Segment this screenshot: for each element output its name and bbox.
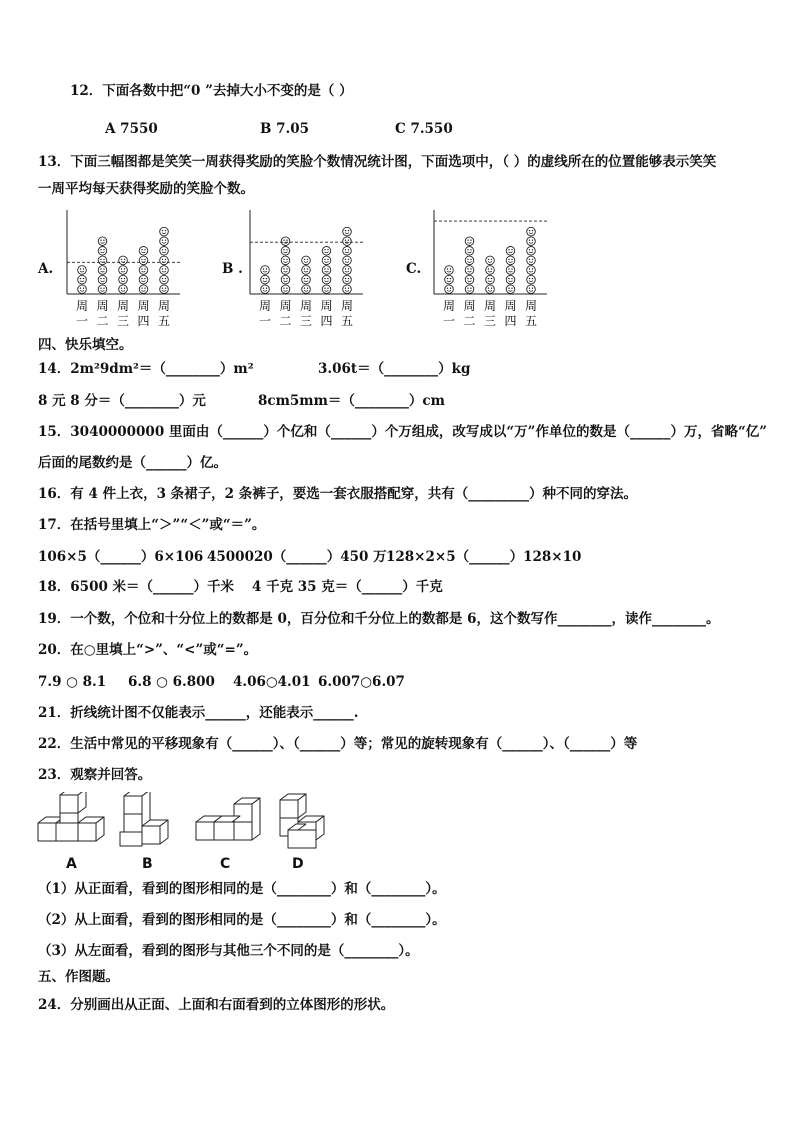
cube-figure-c (196, 798, 260, 840)
tick-label-day-number: 三 (116, 314, 130, 328)
tick-label-day: 周 (483, 299, 497, 313)
tick-label-day: 周 (504, 299, 517, 313)
smiley-face-mark (343, 256, 352, 265)
smiley-face-mark (445, 275, 454, 284)
q15-line1: 15．3040000000 里面由（______）个亿和（______）个万组成，改写成以“万”作单位的数是（______）万，省略“亿” (38, 424, 767, 440)
smiley-face-mark (78, 285, 87, 294)
q14-d: 8cm5mm＝（________）cm (258, 393, 445, 409)
smiley-face-mark (139, 247, 148, 256)
cube-figures (36, 792, 346, 872)
q23-sub3: （3）从左面看，看到的图形与其他三个不同的是（________）。 (38, 943, 419, 959)
smiley-face-mark (322, 256, 331, 265)
section-4-heading: 四、快乐填空。 (38, 337, 133, 353)
smiley-face-mark (281, 237, 290, 246)
q14-c: 8 元 8 分＝（________）元 (38, 393, 206, 409)
smiley-face-mark (98, 256, 107, 265)
smiley-face-mark (98, 266, 107, 275)
tick-label-day-number: 五 (157, 314, 171, 328)
smiley-chart-b (249, 210, 379, 332)
q20-item-4: 6.007○6.07 (318, 674, 405, 690)
smiley-face-mark (119, 266, 128, 275)
smiley-chart-a (66, 210, 196, 332)
smiley-face-mark (281, 266, 290, 275)
q20-item-2: 6.8 ○ 6.800 (128, 674, 215, 690)
smiley-face-mark (322, 266, 331, 275)
smiley-face-mark (160, 256, 169, 265)
smiley-face-mark (281, 256, 290, 265)
tick-label-day: 周 (524, 299, 538, 313)
tick-label-day: 周 (137, 299, 150, 313)
smiley-face-mark (98, 285, 107, 294)
smiley-face-mark (322, 275, 331, 284)
tick-label-day: 周 (320, 299, 333, 313)
smiley-face-mark (445, 285, 454, 294)
smiley-face-mark (486, 285, 495, 294)
tick-label-day: 周 (299, 299, 313, 313)
smiley-face-mark (119, 256, 128, 265)
smiley-face-mark (486, 275, 495, 284)
q13-option-c-label: C. (406, 261, 422, 277)
smiley-face-mark (506, 275, 515, 284)
q18-b: 4 千克 35 克＝（______）千克 (252, 579, 443, 595)
smiley-face-mark (119, 285, 128, 294)
smiley-face-mark (527, 285, 536, 294)
smiley-chart-c (433, 210, 563, 332)
smiley-face-mark (281, 285, 290, 294)
smiley-face-mark (465, 266, 474, 275)
smiley-face-mark (343, 285, 352, 294)
q20-item-1: 7.9 ○ 8.1 (38, 674, 107, 690)
q13-option-a-label: A. (38, 261, 54, 277)
smiley-face-mark (302, 256, 311, 265)
q12-option-c: C 7.550 (395, 121, 453, 137)
smiley-face-mark (302, 266, 311, 275)
tick-label-day: 周 (279, 299, 292, 313)
smiley-face-mark (527, 256, 536, 265)
smiley-face-mark (527, 275, 536, 284)
smiley-face-mark (261, 285, 270, 294)
smiley-face-mark (160, 227, 169, 236)
tick-label-day-number: 二 (96, 314, 109, 328)
smiley-face-mark (527, 247, 536, 256)
smiley-face-mark (98, 237, 107, 246)
tick-label-day: 周 (442, 299, 456, 313)
cube-figure-a (38, 792, 104, 841)
q20-text: 20．在○里填上“>”、“<”或“=”。 (38, 642, 258, 658)
smiley-chart-a-svg (66, 210, 196, 332)
q23-text: 23．观察并回答。 (38, 767, 152, 783)
tick-label-day-number: 四 (504, 314, 517, 328)
q18-a: 18．6500 米＝（______）千米 (38, 579, 235, 595)
q17-item-3: 128×2×5（______）128×10 (386, 549, 582, 565)
smiley-face-mark (139, 285, 148, 294)
cube-figure-b (120, 792, 168, 846)
smiley-face-mark (486, 256, 495, 265)
smiley-face-mark (261, 266, 270, 275)
q23-sub1: （1）从正面看，看到的图形相同的是（________）和（________）。 (38, 881, 446, 897)
smiley-face-mark (343, 275, 352, 284)
tick-label-day: 周 (463, 299, 476, 313)
smiley-face-mark (343, 227, 352, 236)
smiley-face-mark (261, 275, 270, 284)
q22-text: 22．生活中常见的平移现象有（______）、（______）等；常见的旋转现象有（______）、（______）等 (38, 736, 638, 752)
smiley-face-mark (78, 275, 87, 284)
smiley-face-mark (445, 266, 454, 275)
q21-text: 21．折线统计图不仅能表示______，还能表示______. (38, 705, 359, 721)
tick-label-day: 周 (96, 299, 109, 313)
tick-label-day-number: 四 (137, 314, 150, 328)
q15-line2: 后面的尾数约是（______）亿。 (38, 455, 227, 471)
tick-label-day: 周 (157, 299, 171, 313)
smiley-face-mark (465, 247, 474, 256)
tick-label-day: 周 (116, 299, 130, 313)
smiley-chart-c-svg (433, 210, 563, 332)
smiley-face-mark (465, 237, 474, 246)
section-5-heading: 五、作图题。 (38, 969, 119, 985)
smiley-face-mark (527, 237, 536, 246)
smiley-face-mark (160, 237, 169, 246)
q12-option-a: A 7550 (105, 121, 158, 137)
q12-text: 12．下面各数中把“0 ”去掉大小不变的是（ ） (70, 83, 353, 99)
q20-item-3: 4.06○4.01 (233, 674, 311, 690)
q14-b: 3.06t＝（________）kg (318, 361, 471, 377)
tick-label-day-number: 二 (279, 314, 292, 328)
smiley-face-mark (486, 266, 495, 275)
smiley-face-mark (139, 266, 148, 275)
smiley-face-mark (281, 275, 290, 284)
tick-label-day-number: 一 (442, 314, 456, 328)
smiley-face-mark (322, 285, 331, 294)
smiley-face-mark (527, 266, 536, 275)
cube-figure-d (280, 794, 324, 848)
smiley-face-mark (506, 256, 515, 265)
smiley-face-mark (160, 275, 169, 284)
tick-label-day: 周 (75, 299, 89, 313)
tick-label-day-number: 一 (258, 314, 272, 328)
smiley-face-mark (98, 247, 107, 256)
tick-label-day-number: 五 (524, 314, 538, 328)
tick-label-day-number: 五 (340, 314, 354, 328)
q17-item-2: 4500020（______）450 万 (207, 549, 387, 565)
tick-label-day-number: 四 (320, 314, 333, 328)
q19-text: 19．一个数，个位和十分位上的数都是 0，百分位和千分位上的数都是 6，这个数写作________，读作________。 (38, 611, 720, 627)
smiley-face-mark (506, 285, 515, 294)
tick-label-day-number: 一 (75, 314, 89, 328)
tick-label-day-number: 二 (463, 314, 476, 328)
smiley-face-mark (506, 266, 515, 275)
smiley-face-mark (465, 275, 474, 284)
smiley-face-mark (322, 247, 331, 256)
smiley-face-mark (527, 227, 536, 236)
q24-text: 24．分别画出从正面、上面和右面看到的立体图形的形状。 (38, 997, 395, 1013)
smiley-chart-b-svg (249, 210, 379, 332)
smiley-face-mark (98, 275, 107, 284)
q12-option-b: B 7.05 (260, 121, 309, 137)
tick-label-day: 周 (258, 299, 272, 313)
cube-label-a: A (66, 856, 77, 872)
cube-label-b: B (142, 856, 153, 872)
smiley-face-mark (281, 247, 290, 256)
smiley-face-mark (465, 285, 474, 294)
q16-text: 16．有 4 件上衣，3 条裙子，2 条裤子，要选一套衣服搭配穿，共有（_________）种不同的穿法。 (38, 486, 638, 502)
smiley-face-mark (160, 266, 169, 275)
q17-text: 17．在括号里填上“＞”“＜”或“＝”。 (38, 517, 266, 533)
smiley-face-mark (139, 275, 148, 284)
smiley-face-mark (119, 275, 128, 284)
smiley-face-mark (139, 256, 148, 265)
smiley-face-mark (343, 266, 352, 275)
smiley-face-mark (160, 247, 169, 256)
smiley-face-mark (160, 285, 169, 294)
tick-label-day: 周 (340, 299, 354, 313)
smiley-face-mark (302, 285, 311, 294)
q13-line2: 一周平均每天获得奖励的笑脸个数。 (38, 181, 254, 197)
tick-label-day-number: 三 (299, 314, 313, 328)
q17-item-1: 106×5（______）6×106 (38, 549, 204, 565)
smiley-face-mark (343, 237, 352, 246)
smiley-face-mark (78, 266, 87, 275)
q14-a: 14．2m²9dm²＝（________）m² (38, 361, 254, 377)
cube-label-c: C (220, 856, 231, 872)
smiley-face-mark (465, 256, 474, 265)
smiley-face-mark (343, 247, 352, 256)
smiley-face-mark (302, 275, 311, 284)
tick-label-day-number: 三 (483, 314, 497, 328)
smiley-face-mark (506, 247, 515, 256)
q13-option-b-label: B . (222, 261, 243, 277)
cube-label-d: D (292, 856, 304, 872)
q13-line1: 13．下面三幅图都是笑笑一周获得奖励的笑脸个数情况统计图，下面选项中，（ ）的虚线所在的位置能够表示笑笑 (38, 154, 717, 170)
q23-sub2: （2）从上面看，看到的图形相同的是（________）和（________）。 (38, 912, 446, 928)
